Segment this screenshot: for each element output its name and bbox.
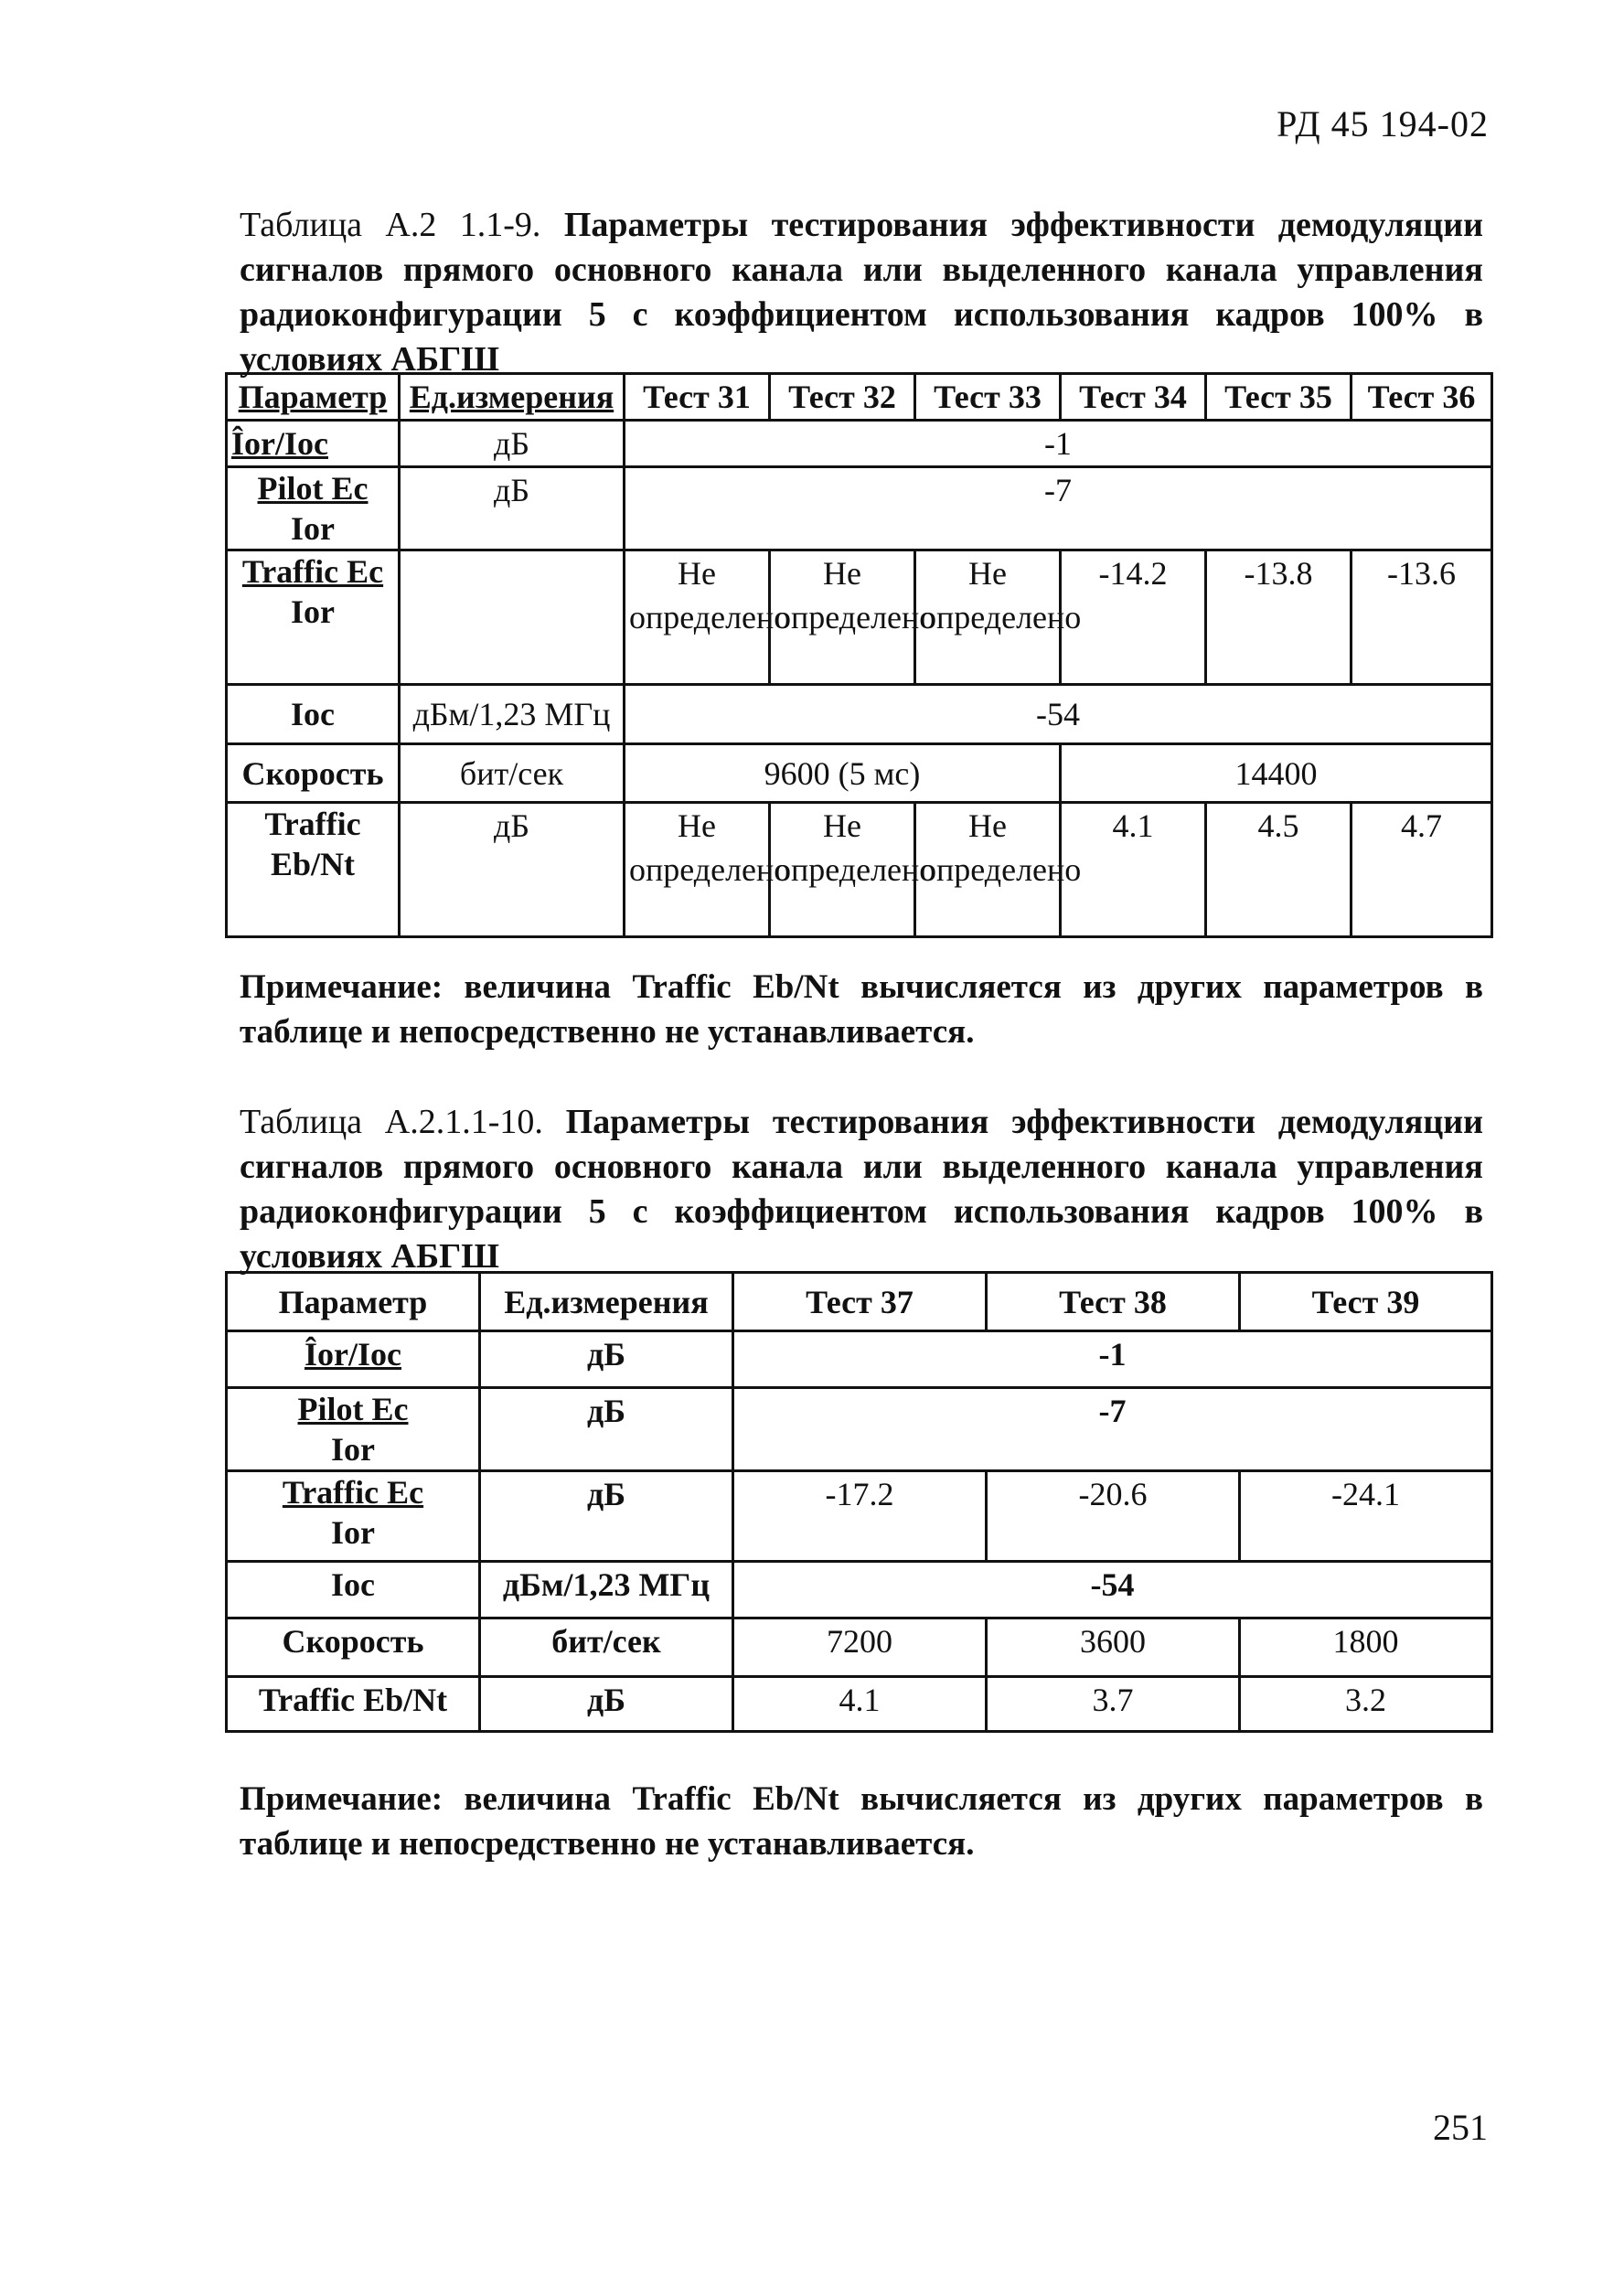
fraction-denominator: Ior (291, 510, 335, 547)
unit-cell (400, 550, 625, 685)
table2-header-row (227, 1273, 1492, 1331)
fraction-denominator: Ior (331, 1431, 375, 1468)
table2-caption-number: Таблица А.2.1.1-10. (240, 1103, 543, 1141)
value-cell: -24.1 (1240, 1471, 1492, 1562)
fraction-numerator: Pilot Ec (297, 1391, 409, 1427)
value-cell: -7 (733, 1388, 1492, 1471)
value-cell: 14400 (1061, 744, 1492, 803)
value-cell: Не определено (915, 803, 1061, 937)
param-ioc: Ioc (227, 1562, 480, 1618)
unit-cell: дБ (480, 1388, 733, 1471)
header-test-35: Тест 35 (1206, 374, 1352, 421)
value-cell: -13.6 (1352, 550, 1492, 685)
table-row (227, 1677, 1492, 1732)
value-cell: 3.2 (1240, 1677, 1492, 1732)
value-cell: Не определено (770, 550, 915, 685)
header-test-37: Тест 37 (733, 1273, 987, 1331)
unit-cell: дБ (480, 1331, 733, 1388)
table-row (227, 1388, 1492, 1471)
fraction-denominator: Ior (331, 1514, 375, 1551)
header-parameter: Параметр (227, 374, 400, 421)
value-cell: 4.1 (1061, 803, 1206, 937)
fraction-numerator: Pilot Ec (257, 470, 369, 507)
value-cell: -1 (733, 1331, 1492, 1388)
table1-caption-text: Параметры тестирования эффективности демодуляции сигналов прямого основного канала или выделенного канала управления радиоконфигурации 5 с коэффициентом использования кадров 100% в условиях АБГШ (240, 206, 1484, 379)
table1-caption (240, 203, 1483, 382)
table2 (225, 1271, 1493, 1733)
value-cell: -54 (733, 1562, 1492, 1618)
header-test-38: Тест 38 (987, 1273, 1240, 1331)
header-test-33: Тест 33 (915, 374, 1061, 421)
table1-header-row (227, 374, 1492, 421)
param-line-1: Traffic (264, 806, 361, 842)
param-line-2: Eb/Nt (270, 846, 356, 882)
table-row (227, 421, 1492, 467)
param-speed: Скорость (227, 1618, 480, 1677)
unit-cell: дБм/1,23 МГц (400, 685, 625, 744)
document-code: РД 45 194-02 (1277, 103, 1489, 144)
header-test-39: Тест 39 (1240, 1273, 1492, 1331)
page-number: 251 (1433, 2107, 1488, 2148)
value-cell: 4.7 (1352, 803, 1492, 937)
param-ior-ioc: Îor/Ioc (227, 421, 400, 467)
table-row (227, 685, 1492, 744)
header-unit: Ед.измерения (480, 1273, 733, 1331)
unit-cell: бит/сек (400, 744, 625, 803)
header-test-34: Тест 34 (1061, 374, 1206, 421)
table1-note: Примечание: величина Traffic Eb/Nt вычисляется из других параметров в таблице и непосредственно не устанавливается. (240, 968, 1483, 1051)
param-pilot-ec-ior (227, 1388, 480, 1471)
value-cell: -1 (625, 421, 1492, 467)
header-parameter: Параметр (227, 1273, 480, 1331)
value-cell: 1800 (1240, 1618, 1492, 1677)
header-test-31: Тест 31 (625, 374, 770, 421)
value-cell: 3.7 (987, 1677, 1240, 1732)
unit-cell: дБ (400, 803, 625, 937)
table1-caption-number: Таблица А.2 1.1-9. (240, 206, 541, 244)
table-row (227, 1471, 1492, 1562)
table2-caption-text: Параметры тестирования эффективности демодуляции сигналов прямого основного канала или выделенного канала управления радиоконфигурации 5 с коэффициентом использования кадров 100% в условиях АБГШ (240, 1103, 1484, 1276)
table2-caption (240, 1100, 1483, 1279)
unit-cell: дБ (480, 1471, 733, 1562)
value-cell: 9600 (5 мс) (625, 744, 1061, 803)
header-test-36: Тест 36 (1352, 374, 1492, 421)
unit-cell: дБм/1,23 МГц (480, 1562, 733, 1618)
param-ioc: Ioc (227, 685, 400, 744)
value-cell: -54 (625, 685, 1492, 744)
value-cell: Не определено (770, 803, 915, 937)
table-row (227, 744, 1492, 803)
param-ior-ioc: Îor/Ioc (227, 1331, 480, 1388)
param-pilot-ec-ior (227, 467, 400, 550)
value-cell: Не определено (915, 550, 1061, 685)
table-row (227, 550, 1492, 685)
unit-cell: дБ (400, 421, 625, 467)
header-unit: Ед.измерения (400, 374, 625, 421)
table2-note: Примечание: величина Traffic Eb/Nt вычисляется из других параметров в таблице и непосредственно не устанавливается. (240, 1780, 1483, 1863)
table-row (227, 1618, 1492, 1677)
unit-cell: дБ (400, 467, 625, 550)
table-row (227, 803, 1492, 937)
table1 (225, 372, 1493, 938)
value-cell: -14.2 (1061, 550, 1206, 685)
fraction-numerator: Traffic Ec (282, 1474, 424, 1511)
table-row (227, 1331, 1492, 1388)
value-cell: 4.1 (733, 1677, 987, 1732)
value-cell: Не определено (625, 803, 770, 937)
param-traffic-ec-ior (227, 550, 400, 685)
value-cell: -17.2 (733, 1471, 987, 1562)
unit-cell: дБ (480, 1677, 733, 1732)
unit-cell: бит/сек (480, 1618, 733, 1677)
table-row (227, 467, 1492, 550)
param-traffic-eb-nt: Traffic Eb/Nt (227, 1677, 480, 1732)
value-cell: Не определено (625, 550, 770, 685)
value-cell: 3600 (987, 1618, 1240, 1677)
param-traffic-ec-ior (227, 1471, 480, 1562)
param-traffic-eb-nt (227, 803, 400, 937)
value-cell: -20.6 (987, 1471, 1240, 1562)
header-test-32: Тест 32 (770, 374, 915, 421)
param-speed: Скорость (227, 744, 400, 803)
value-cell: -13.8 (1206, 550, 1352, 685)
table-row (227, 1562, 1492, 1618)
fraction-numerator: Traffic Ec (241, 553, 384, 590)
value-cell: 7200 (733, 1618, 987, 1677)
fraction-denominator: Ior (291, 593, 335, 630)
value-cell: -7 (625, 467, 1492, 550)
value-cell: 4.5 (1206, 803, 1352, 937)
